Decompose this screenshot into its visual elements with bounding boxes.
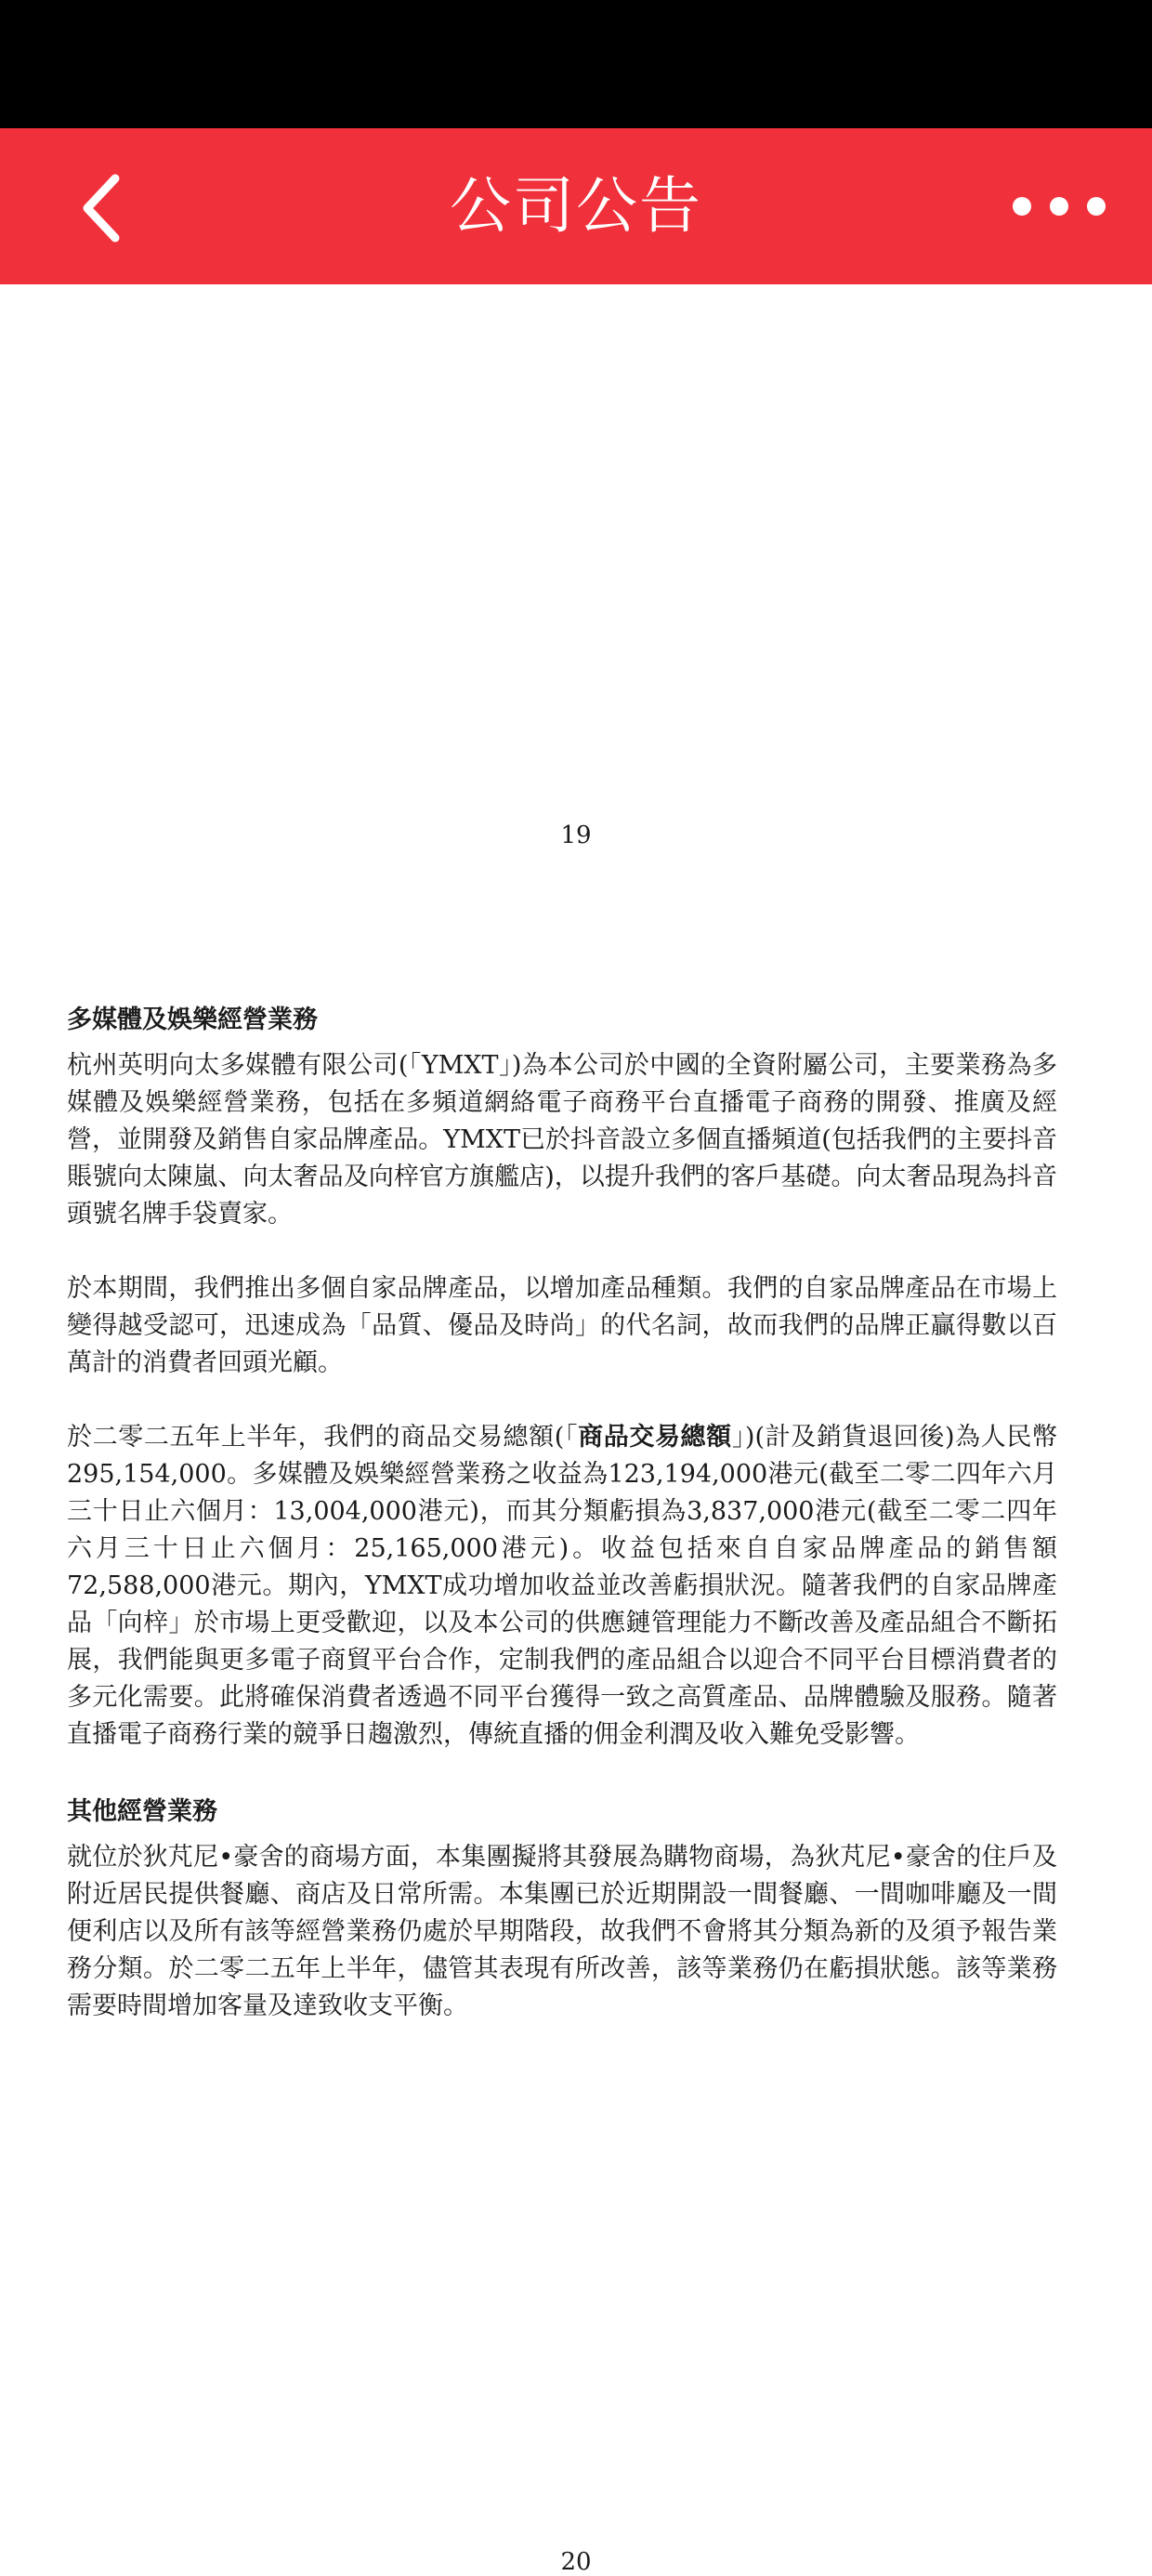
document-body — [67, 999, 1057, 2062]
paragraph: 於本期間，我們推出多個自家品牌產品，以增加產品種類。我們的自家品牌產品在市場上變得越受認可，迅速成為「品質、優品及時尚」的代名詞，故而我們的品牌正贏得數以百萬計的消費者回頭光顧。 — [67, 1274, 1057, 1377]
paragraph: 就位於狄芃尼•豪舍的商場方面，本集團擬將其發展為購物商場，為狄芃尼•豪舍的住戶及附近居民提供餐廳、商店及日常所需。本集團已於近期開設一間餐廳、一間咖啡廳及一間便利店以及所有該等經營業務仍處於早期階段，故我們不會將其分類為新的及須予報告業務分類。於二零二五年上半年，儘管其表現有所改善，該等業務仍在虧損狀態。該等業務需要時間增加客量及達致收支平衡。 — [67, 1843, 1057, 2020]
paragraph: 杭州英明向太多媒體有限公司(「YMXT」)為本公司於中國的全資附屬公司，主要業務為多媒體及娛樂經營業務，包括在多頻道網絡電子商務平台直播電子商務的開發、推廣及經營，並開發及銷售自家品牌產品。YMXT已於抖音設立多個直播頻道(包括我們的主要抖音賬號向太陳嵐、向太奢品及向梓官方旗艦店)，以提升我們的客戶基礎。向太奢品現為抖音頭號名牌手袋賣家。 — [67, 1051, 1057, 1229]
paragraph-text: 於二零二五年上半年，我們的商品交易總額(「 — [67, 1423, 579, 1452]
page-number-top: 19 — [560, 821, 592, 849]
section-heading: 多媒體及娛樂經營業務 — [67, 1005, 318, 1034]
more-options-button[interactable] — [1003, 169, 1115, 243]
section-heading: 其他經營業務 — [67, 1797, 217, 1826]
page-title: 公司公告 — [450, 170, 702, 242]
status-bar — [0, 0, 1152, 128]
paragraph-text: 」)(計及銷貨退回後)為人民幣295,154,000。多媒體及娛樂經營業務之收益為123,194,000港元(截至二零二四年六月三十日止六個月：13,004,000港元)，而其分類虧損為3,837,000港元(截至二零二四年六月三十日止六個月：25,165,000港元)。收益包括來自自家品牌產品的銷售額72,588,000港元。期內，YMXT成功增加收益並改善虧損狀況。隨著我們的自家品牌產品「向梓」於市場上更受歡迎，以及本公司的供應鏈管理能力不斷改善及產品組合不斷拓展，我們能與更多電子商貿平台合作，定制我們的產品組合以迎合不同平台目標消費者的多元化需要。此將確保消費者透過不同平台獲得一致之高質產品、品牌體驗及服務。隨著直播電子商務行業的競爭日趨激烈，傳統直播的佣金利潤及收入難免受影響。 — [67, 1423, 1057, 1749]
more-horizontal-icon — [1008, 192, 1110, 220]
paragraph — [67, 1419, 1057, 1754]
page-number-bottom: 20 — [560, 2548, 592, 2576]
app-header — [0, 128, 1152, 284]
defined-term: 商品交易總額 — [578, 1423, 732, 1452]
